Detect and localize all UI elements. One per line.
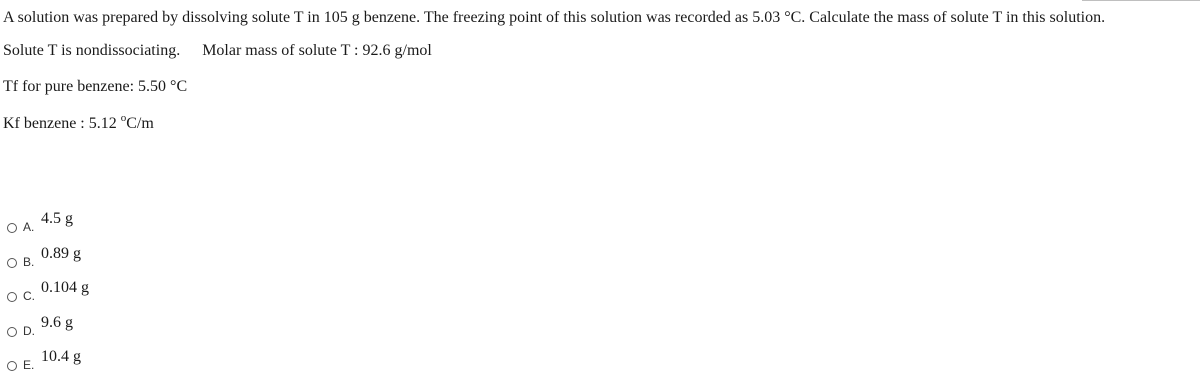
option-c[interactable] bbox=[7, 279, 307, 309]
option-b[interactable] bbox=[7, 245, 307, 275]
option-b-text: 0.89 g bbox=[41, 245, 81, 262]
option-e-letter: E. bbox=[23, 358, 35, 372]
option-d[interactable] bbox=[7, 314, 307, 344]
option-e[interactable] bbox=[7, 348, 307, 378]
option-a[interactable] bbox=[7, 210, 307, 240]
solute-info-line bbox=[3, 41, 432, 61]
option-d-text: 9.6 g bbox=[41, 314, 73, 331]
kf-label: Kf benzene : 5.12 bbox=[3, 115, 121, 132]
option-b-letter: B. bbox=[23, 255, 35, 269]
option-c-text: 0.104 g bbox=[41, 279, 89, 296]
kf-degree-sign: o bbox=[120, 112, 127, 124]
radio-a[interactable] bbox=[7, 223, 17, 233]
kf-unit: C/m bbox=[126, 115, 154, 132]
radio-e[interactable] bbox=[7, 361, 17, 371]
option-e-text: 10.4 g bbox=[41, 348, 81, 365]
option-a-text: 4.5 g bbox=[41, 210, 73, 227]
radio-c[interactable] bbox=[7, 292, 17, 302]
question-text: A solution was prepared by dissolving solute T in 105 g benzene. The freezing point of this solution was recorded as 5.03 °C. Calculate the mass of solute T in this solution. bbox=[3, 9, 1106, 26]
option-c-letter: C. bbox=[23, 289, 35, 303]
option-a-letter: A. bbox=[23, 220, 35, 234]
tf-benzene-note: Tf for pure benzene: 5.50 °C bbox=[3, 78, 188, 95]
radio-d[interactable] bbox=[7, 327, 17, 337]
radio-b[interactable] bbox=[7, 258, 17, 268]
top-right-divider bbox=[1082, 0, 1200, 1]
kf-benzene-note bbox=[3, 114, 154, 134]
nondissociating-note: Solute T is nondissociating. bbox=[3, 42, 181, 59]
molar-mass-note: Molar mass of solute T : 92.6 g/mol bbox=[202, 42, 432, 59]
option-d-letter: D. bbox=[23, 324, 35, 338]
